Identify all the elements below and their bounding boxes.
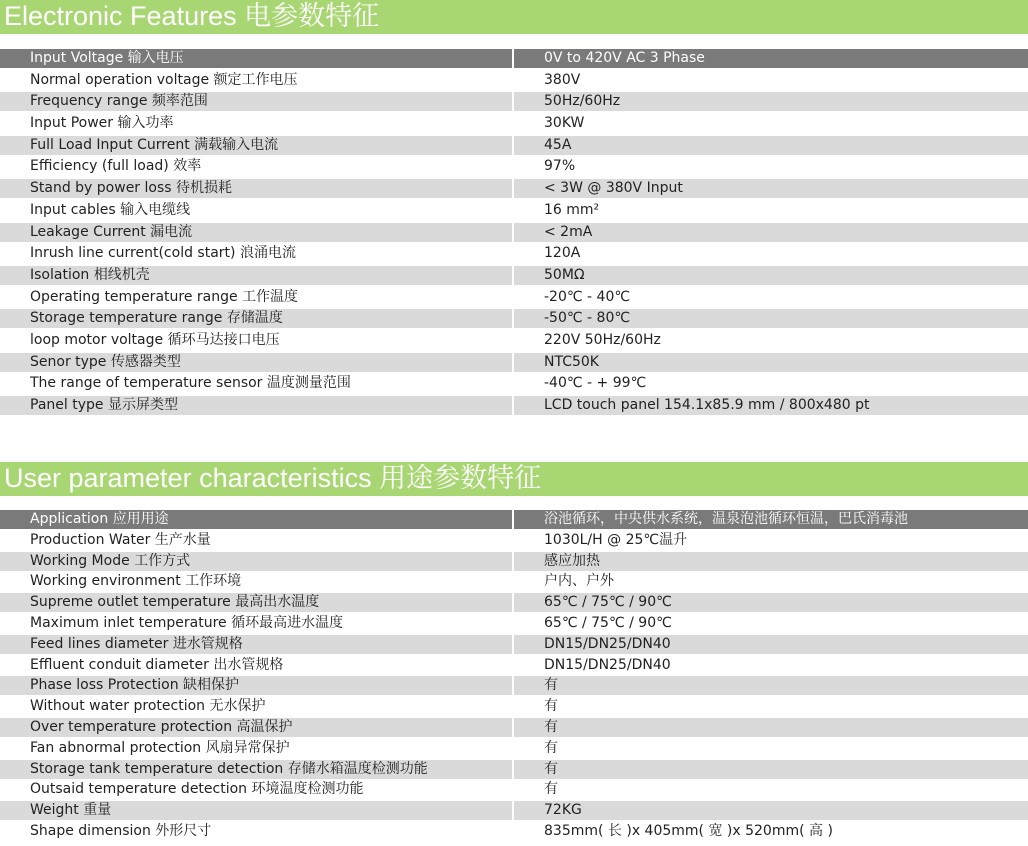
- table-row: [0, 592, 1028, 613]
- spec-value: 72KG: [514, 801, 1028, 820]
- spec-value: 有: [514, 676, 1028, 695]
- spec-value: 1030L/H @ 25℃温升: [544, 531, 688, 548]
- spec-label: Efficiency (full load) 效率: [30, 158, 202, 175]
- spec-value: -40℃ - + 99℃: [544, 375, 647, 392]
- table-row: [0, 373, 1028, 395]
- spec-value: -50℃ - 80℃: [514, 309, 1028, 328]
- spec-value: 浴池循环，中央供水系统，温泉泡池循环恒温，巴氏消毒池: [514, 510, 1028, 529]
- table-row: [0, 330, 1028, 352]
- spec-label: The range of temperature sensor 温度测量范围: [30, 375, 351, 392]
- spec-value: 65℃ / 75℃ / 90℃: [544, 614, 672, 631]
- spec-label: Feed lines diameter 进水管规格: [0, 635, 512, 654]
- electronic-features-table: [0, 48, 1028, 417]
- table-row: [0, 800, 1028, 821]
- table-row: [0, 530, 1028, 551]
- spec-label: Shape dimension 外形尺寸: [30, 822, 212, 839]
- table-row: [0, 634, 1028, 655]
- spec-label: Fan abnormal protection 风扇异常保护: [30, 739, 290, 756]
- spec-label: Full Load Input Current 满载输入电流: [0, 136, 512, 155]
- table-row: [0, 821, 1028, 842]
- table-row: [0, 395, 1028, 417]
- table-row: [0, 48, 1028, 70]
- spec-label: Storage temperature range 存储温度: [0, 309, 512, 328]
- spec-label: loop motor voltage 循环马达接口电压: [30, 331, 280, 348]
- table-row: [0, 287, 1028, 309]
- table-row: [0, 717, 1028, 738]
- spec-value: NTC50K: [514, 353, 1028, 372]
- table-row: [0, 70, 1028, 92]
- spec-label: Inrush line current(cold start) 浪涌电流: [30, 245, 296, 262]
- spec-value: 50MΩ: [514, 266, 1028, 285]
- spec-label: Input Power 输入功率: [30, 115, 174, 132]
- table-row: [0, 696, 1028, 717]
- table-row: [0, 352, 1028, 374]
- table-row: [0, 308, 1028, 330]
- spec-label: Senor type 传感器类型: [0, 353, 512, 372]
- spec-label: Effluent conduit diameter 出水管规格: [30, 656, 284, 673]
- table-row: [0, 243, 1028, 265]
- electronic-features-banner: [0, 0, 1028, 34]
- table-row: [0, 91, 1028, 113]
- table-row: [0, 738, 1028, 759]
- spec-label: Production Water 生产水量: [30, 531, 211, 548]
- spec-label: Outsaid temperature detection 环境温度检测功能: [30, 781, 364, 798]
- spec-value: 380V: [544, 71, 581, 88]
- spec-value: 97%: [544, 158, 576, 175]
- spec-label: Isolation 相线机壳: [0, 266, 512, 285]
- spec-value: 65℃ / 75℃ / 90℃: [514, 593, 1028, 612]
- spec-value: DN15/DN25/DN40: [514, 635, 1028, 654]
- spec-value: 有: [544, 739, 558, 756]
- table-row: [0, 759, 1028, 780]
- spec-label: Without water protection 无水保护: [30, 698, 266, 715]
- spec-label: Phase loss Protection 缺相保护: [0, 676, 512, 695]
- table-row: [0, 178, 1028, 200]
- table-row: [0, 135, 1028, 157]
- spec-value: 45A: [514, 136, 1028, 155]
- spec-value: 220V 50Hz/60Hz: [544, 331, 661, 348]
- spec-value: 50Hz/60Hz: [514, 92, 1028, 111]
- spec-value: 感应加热: [514, 552, 1028, 571]
- table-row: [0, 779, 1028, 800]
- table-row: [0, 675, 1028, 696]
- spec-value: LCD touch panel 154.1x85.9 mm / 800x480 pt: [514, 396, 1028, 415]
- spec-label: Application 应用用途: [0, 510, 512, 529]
- user-parameters-title: User parameter characteristics 用途参数特征: [4, 463, 542, 493]
- spec-value: < 2mA: [514, 223, 1028, 242]
- table-row: [0, 571, 1028, 592]
- spec-label: Operating temperature range 工作温度: [30, 288, 299, 305]
- spec-label: Input Voltage 输入电压: [0, 49, 512, 68]
- spec-value: 835mm( 长 )x 405mm( 宽 )x 520mm( 高 ): [544, 822, 833, 839]
- spec-value: 16 mm²: [544, 201, 600, 218]
- table-row: [0, 265, 1028, 287]
- spec-label: Panel type 显示屏类型: [0, 396, 512, 415]
- spec-label: Frequency range 频率范围: [0, 92, 512, 111]
- spec-label: Leakage Current 漏电流: [0, 223, 512, 242]
- table-row: [0, 551, 1028, 572]
- table-row: [0, 509, 1028, 530]
- spec-label: Over temperature protection 高温保护: [0, 718, 512, 737]
- user-parameters-table: [0, 509, 1028, 842]
- spec-value: 0V to 420V AC 3 Phase: [514, 49, 1028, 68]
- electronic-features-title: Electronic Features 电参数特征: [4, 1, 380, 31]
- table-row: [0, 113, 1028, 135]
- table-row: [0, 222, 1028, 244]
- table-row: [0, 613, 1028, 634]
- spec-label: Storage tank temperature detection 存储水箱温度检测功能: [0, 760, 512, 779]
- spec-label: Supreme outlet temperature 最高出水温度: [0, 593, 512, 612]
- spec-value: DN15/DN25/DN40: [544, 656, 671, 673]
- spec-value: 有: [544, 698, 558, 715]
- spec-value: < 3W @ 380V Input: [514, 179, 1028, 198]
- table-row: [0, 200, 1028, 222]
- spec-label: Maximum inlet temperature 循环最高进水温度: [30, 614, 344, 631]
- spec-label: Stand by power loss 待机损耗: [0, 179, 512, 198]
- spec-value: -20℃ - 40℃: [544, 288, 631, 305]
- table-row: [0, 156, 1028, 178]
- spec-label: Working environment 工作环境: [30, 573, 242, 590]
- table-row: [0, 655, 1028, 676]
- spec-value: 户内、户外: [544, 573, 614, 590]
- spec-label: Working Mode 工作方式: [0, 552, 512, 571]
- spec-label: Weight 重量: [0, 801, 512, 820]
- spec-value: 有: [514, 718, 1028, 737]
- spec-label: Input cables 输入电缆线: [30, 201, 191, 218]
- spec-value: 30KW: [544, 115, 585, 132]
- spec-value: 有: [544, 781, 558, 798]
- spec-label: Normal operation voltage 额定工作电压: [30, 71, 298, 88]
- spec-value: 有: [514, 760, 1028, 779]
- spec-value: 120A: [544, 245, 581, 262]
- user-parameters-banner: [0, 462, 1028, 496]
